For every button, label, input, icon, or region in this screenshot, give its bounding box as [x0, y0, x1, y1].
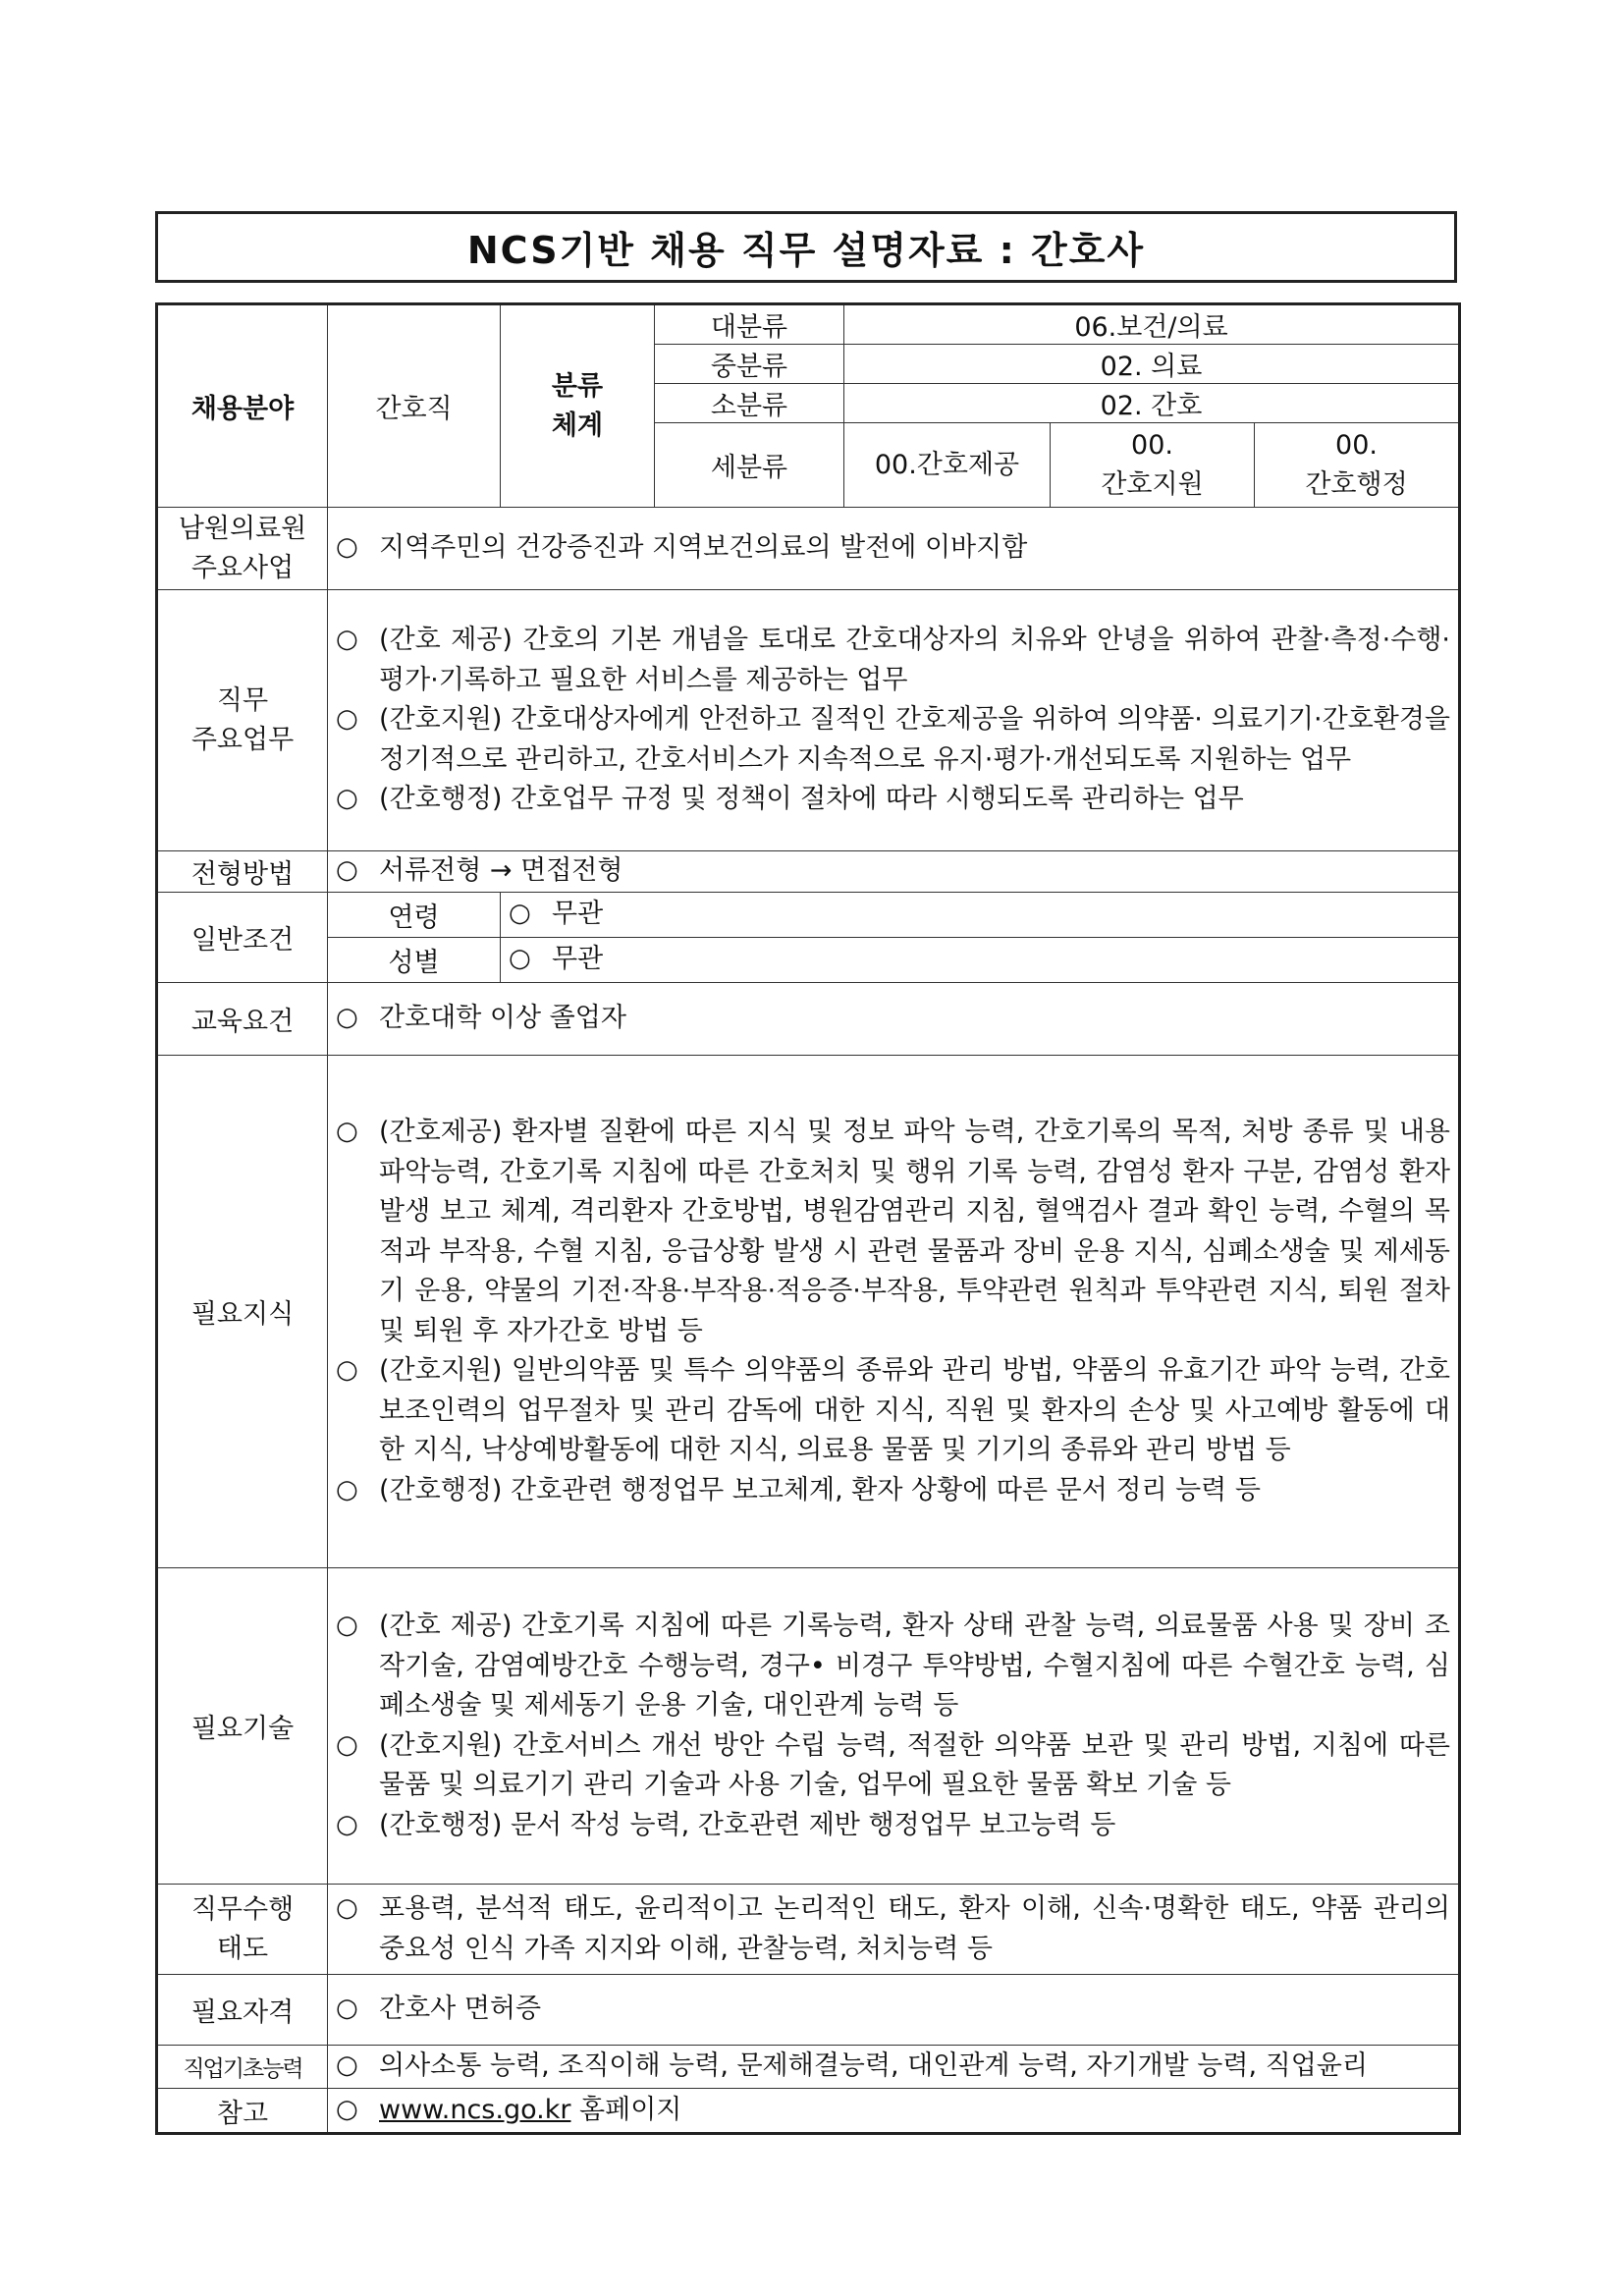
general-age-label: 연령 — [328, 893, 501, 938]
reference-content — [328, 2089, 1460, 2134]
bullet-icon: ○ — [509, 899, 531, 929]
list-item: ○ (간호행정) 문서 작성 능력, 간호관련 제반 행정업무 보고능력 등 — [336, 1806, 1450, 1846]
general-label: 일반조건 — [157, 893, 328, 983]
bullet-icon: ○ — [336, 1994, 358, 2024]
selection-label: 전형방법 — [157, 851, 328, 893]
basic-content — [328, 2046, 1460, 2089]
general-gender-value: ○ 무관 — [501, 938, 1460, 983]
basic-label: 직업기초능력 — [157, 2046, 328, 2089]
list-item: ○ 의사소통 능력, 조직이해 능력, 문제해결능력, 대인관계 능력, 자기개발 능력, 직업윤리 — [336, 2047, 1450, 2087]
bullet-icon: ○ — [336, 855, 358, 886]
bullet-icon: ○ — [336, 784, 358, 814]
class-major-label: 대분류 — [655, 304, 844, 345]
bullet-icon: ○ — [336, 2094, 358, 2124]
list-item: ○ 서류전형 → 면접전형 — [336, 851, 1450, 892]
list-item: ○ (간호제공) 환자별 질환에 따른 지식 및 정보 파악 능력, 간호기록의 목적, 처방 종류 및 내용 파악능력, 간호기록 지침에 따른 간호처치 및 행위 기록 능력, 감염성 환자 구분, 감염성 환자 발생 보고 체계, 격리환자 간호방법, 병원감염관리 지침, 혈액검사 결과 확인 능력, 수혈의 목적과 부작용, 수혈 지침, 응급상황 발생 시 관련 물품과 장비 운용 지식, 심폐소생술 및 제세동기 운용, 약물의 기전·작용·부작용·적응증·부작용, 투약관련 원칙과 투약관련 지식, 퇴원 절차 및 퇴원 후 자가간호 방법 등 — [336, 1113, 1450, 1351]
knowledge-label: 필요지식 — [157, 1056, 328, 1568]
field-value: 간호직 — [328, 304, 501, 508]
reference-label: 참고 — [157, 2089, 328, 2134]
class-sub-label: 세분류 — [655, 423, 844, 508]
general-age-value: ○ 무관 — [501, 893, 1460, 938]
job-description-table — [155, 302, 1461, 2135]
list-item: ○ (간호지원) 간호서비스 개선 방안 수립 능력, 적절한 의약품 보관 및 관리 방법, 지침에 따른 물품 및 의료기기 관리 기술과 사용 기술, 업무에 필요한 물품 확보 기술 등 — [336, 1726, 1450, 1806]
class-sub-item: 00. 간호지원 — [1051, 423, 1255, 508]
bullet-icon: ○ — [336, 532, 358, 563]
list-item: ○ 지역주민의 건강증진과 지역보건의료의 발전에 이바지함 — [336, 528, 1450, 569]
knowledge-content — [328, 1056, 1460, 1568]
ncs-website-link[interactable]: www.ncs.go.kr — [379, 2094, 571, 2125]
business-content — [328, 508, 1460, 590]
skills-label: 필요기술 — [157, 1568, 328, 1885]
class-sub-item: 00.간호제공 — [844, 423, 1051, 508]
class-middle-value: 02. 의료 — [844, 345, 1460, 384]
page-title: NCS기반 채용 직무 설명자료 : 간호사 — [155, 211, 1457, 283]
duties-content — [328, 590, 1460, 851]
bullet-icon: ○ — [509, 944, 531, 974]
bullet-icon: ○ — [336, 1003, 358, 1033]
bullet-icon: ○ — [336, 1893, 358, 1923]
list-item: ○ 포용력, 분석적 태도, 윤리적이고 논리적인 태도, 환자 이해, 신속·명확한 태도, 약품 관리의 중요성 인식 가족 지지와 이해, 관찰능력, 처치능력 등 — [336, 1889, 1450, 1969]
education-content — [328, 983, 1460, 1056]
bullet-icon: ○ — [336, 1611, 358, 1640]
class-minor-value: 02. 간호 — [844, 384, 1460, 423]
bullet-icon: ○ — [336, 1474, 358, 1504]
list-item: ○ (간호 제공) 간호기록 지침에 따른 기록능력, 환자 상태 관찰 능력, 의료물품 사용 및 장비 조작기술, 감염예방간호 수행능력, 경구• 비경구 투약방법, 수혈지침에 따른 수혈간호 능력, 심폐소생술 및 제세동기 운용 기술, 대인관계 능력 등 — [336, 1607, 1450, 1726]
general-gender-label: 성별 — [328, 938, 501, 983]
skills-content — [328, 1568, 1460, 1885]
bullet-icon: ○ — [336, 1117, 358, 1146]
class-middle-label: 중분류 — [655, 345, 844, 384]
selection-content — [328, 851, 1460, 893]
qualification-label: 필요자격 — [157, 1975, 328, 2046]
list-item: ○ 간호대학 이상 졸업자 — [336, 999, 1450, 1039]
bullet-icon: ○ — [336, 1355, 358, 1385]
list-item: ○ (간호지원) 간호대상자에게 안전하고 질적인 간호제공을 위하여 의약품· 의료기기·간호환경을 정기적으로 관리하고, 간호서비스가 지속적으로 유지·평가·개선되도록 지원하는 업무 — [336, 700, 1450, 780]
class-major-value: 06.보건/의료 — [844, 304, 1460, 345]
list-item: ○ 간호사 면허증 — [336, 1990, 1450, 2030]
qualification-content — [328, 1975, 1460, 2046]
duties-label: 직무 주요업무 — [157, 590, 328, 851]
classification-label: 분류 체계 — [501, 304, 655, 508]
bullet-icon: ○ — [336, 2050, 358, 2081]
attitude-content — [328, 1885, 1460, 1975]
education-label: 교육요건 — [157, 983, 328, 1056]
bullet-icon: ○ — [336, 704, 358, 735]
class-minor-label: 소분류 — [655, 384, 844, 423]
bullet-icon: ○ — [336, 1729, 358, 1760]
list-item: ○ www.ncs.go.kr 홈페이지 — [336, 2091, 1450, 2131]
field-label: 채용분야 — [157, 304, 328, 508]
attitude-label: 직무수행 태도 — [157, 1885, 328, 1975]
list-item: ○ (간호지원) 일반의약품 및 특수 의약품의 종류와 관리 방법, 약품의 유효기간 파악 능력, 간호보조인력의 업무절차 및 관리 감독에 대한 지식, 직원 및 환자의 손상 및 사고예방 활동에 대한 지식, 낙상예방활동에 대한 지식, 의료용 물품 및 기기의 종류와 관리 방법 등 — [336, 1351, 1450, 1471]
bullet-icon: ○ — [336, 625, 358, 655]
class-sub-item: 00. 간호행정 — [1255, 423, 1460, 508]
list-item: ○ (간호 제공) 간호의 기본 개념을 토대로 간호대상자의 치유와 안녕을 위하여 관찰·측정·수행·평가·기록하고 필요한 서비스를 제공하는 업무 — [336, 621, 1450, 700]
list-item: ○ (간호행정) 간호업무 규정 및 정책이 절차에 따라 시행되도록 관리하는 업무 — [336, 780, 1450, 820]
list-item: ○ (간호행정) 간호관련 행정업무 보고체계, 환자 상황에 따른 문서 정리 능력 등 — [336, 1471, 1450, 1511]
bullet-icon: ○ — [336, 1809, 358, 1839]
business-label: 남원의료원 주요사업 — [157, 508, 328, 590]
